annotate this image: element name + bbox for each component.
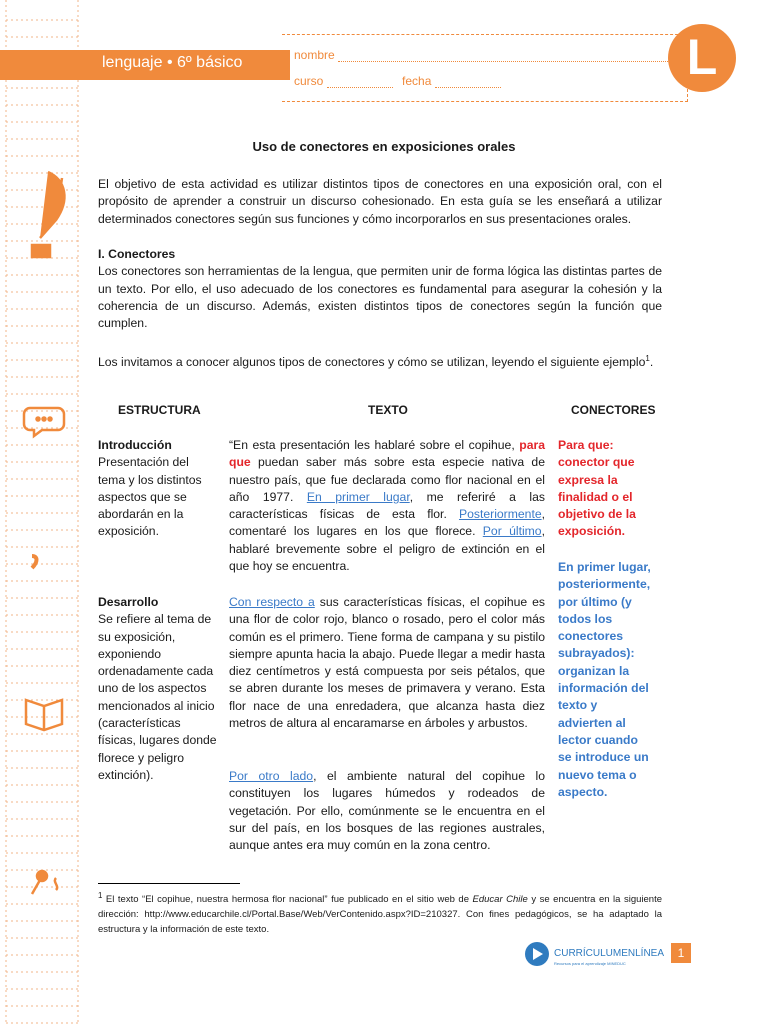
footnote-ref: 1 (645, 354, 650, 363)
curso-label: curso (294, 74, 324, 88)
desarrollo-structure-desc: Se refiere al tema de su exposición, exponiendo ordenadamente cada uno de los aspectos mencionados al inicio (características físicas, lugares donde florece y peligro extinción). (98, 612, 217, 782)
logo-subtext: Recursos para el aprendizaje MINEDUC (554, 961, 626, 966)
intro-structure-title: Introducción (98, 438, 172, 452)
fecha-field[interactable] (435, 77, 501, 88)
footnote-separator (98, 883, 240, 884)
connector-note-finalidad: Para que: conector que expresa la finalidad o el objetivo de la exposición. (558, 438, 636, 539)
footnote-number: 1 (98, 891, 103, 900)
header-estructura: ESTRUCTURA (118, 403, 201, 417)
intro-text: “En esta presentación les hablaré sobre el copihue, para que puedan saber más sobre esta especie nativa de nuestro país, que fue declarada como flor nacional en el año 1977. En primer lugar, me referiré a las características físicas de esta flor. Posteriormente, comentaré los lugares en los que florece. Por último, hablaré brevemente sobre el peligro de extinción en el que hoy se encuentra. (229, 438, 546, 574)
connector-posteriormente: Posteriormente (458, 507, 542, 522)
level-badge: L (668, 24, 736, 92)
connector-para-que: para que (229, 438, 545, 470)
connector-por-otro-lado: Por otro lado (229, 769, 314, 783)
document-title: Uso de conectores en exposiciones orales (252, 139, 516, 154)
desarrollo-text-1: Con respecto a sus características físicas, el copihue es una flor de color rojo, blanco o rosado, pero el color más común es el primero. Tiene forma de campana y su pistilo siempre apunta hacia la abajo. Puede llegar a medir hasta diez centímetros y está compuesta por seis pétalos, que se abren durante los meses de primavera y verano. Esta flor nace de una enredadera, que alcanza hasta diez metros de altura al encaramarse en árboles y arbustos. (229, 595, 546, 731)
quill-icon (40, 172, 64, 238)
curriculum-logo (524, 940, 664, 975)
nombre-field[interactable] (338, 51, 668, 62)
microphone-icon (32, 871, 57, 894)
connector-note-organizadores: En primer lugar, posteriormente, por último (y todos los conectores subrayados): organizan la información del texto y advierten al lector cuando se introduce un nuevo tema o aspecto. (558, 560, 651, 799)
desarrollo-structure (98, 594, 218, 784)
curso-fecha-row (294, 74, 501, 88)
footnote: $^1$ El texto “El copihue, nuestra hermosa flor nacional” fue publicado en el sitio web de Educar Chile y se encuentra en la siguiente dirección: http://www.educarchile.cl/Portal.Base/Web/VerContenido.aspx?ID=210327. Con fines pedagógicos, se ha adaptado la estructura y la información de este texto. (98, 891, 662, 936)
inkpot-icon (32, 245, 50, 257)
intro-paragraph: El objetivo de esta actividad es utilizar distintos tipos de conectores en una exposición oral, con el propósito de aprender a construir un discurso cohesionado. En esta guía se les enseñará a utilizar determinados conectores según sus funciones y cómo incorporarlos en sus presentaciones orales. (98, 177, 662, 226)
desarrollo-structure-title: Desarrollo (98, 595, 159, 609)
student-info-box (282, 34, 688, 102)
desarrollo-text-2: Por otro lado, el ambiente natural del copihue lo constituyen los lugares húmedos y rodeados de vegetación. Por ello, comúnmente se le encuentra en el sur del país, en los bosques de las regiones australes, aunque antes era muy común en la zona centro. (229, 769, 545, 853)
curso-field[interactable] (327, 77, 393, 88)
section1 (98, 246, 662, 332)
connector-por-ultimo: Por último (482, 524, 542, 539)
header-conectores: CONECTORES (571, 403, 656, 417)
connector-en-primer-lugar: En primer lugar (306, 489, 410, 504)
subject-label: lenguaje • 6º básico (102, 54, 243, 71)
connector-con-respecto-a: Con respecto a (229, 595, 315, 609)
fecha-label: fecha (402, 74, 432, 88)
book-icon (26, 700, 62, 730)
page-number: 1 (671, 943, 691, 963)
nombre-row (294, 48, 668, 62)
subject-header-band (0, 50, 290, 80)
comma-icon (32, 556, 37, 568)
section1-title: I. Conectores (98, 247, 176, 261)
speech-bubble-icon (24, 408, 64, 436)
logo-text: CURRÍCULUMENLÍNEA (554, 948, 664, 959)
nombre-label: nombre (294, 48, 335, 62)
header-texto: TEXTO (368, 403, 408, 417)
invite-paragraph: Los invitamos a conocer algunos tipos de conectores y cómo se utilizan, leyendo el siguiente ejemplo$^1$. (98, 354, 654, 370)
section1-text: Los conectores son herramientas de la lengua, que permiten unir de forma lógica las distintas partes de un texto. Por ello, el uso adecuado de los conectores es fundamental para asegurar la cohesión y la coherencia de un discurso. Además, existen distintos tipos de conectores según la función que cumplen. (98, 264, 662, 331)
intro-structure (98, 437, 218, 541)
intro-structure-desc: Presentación del tema y los distintos aspectos que se abordarán en la exposición. (98, 455, 202, 539)
